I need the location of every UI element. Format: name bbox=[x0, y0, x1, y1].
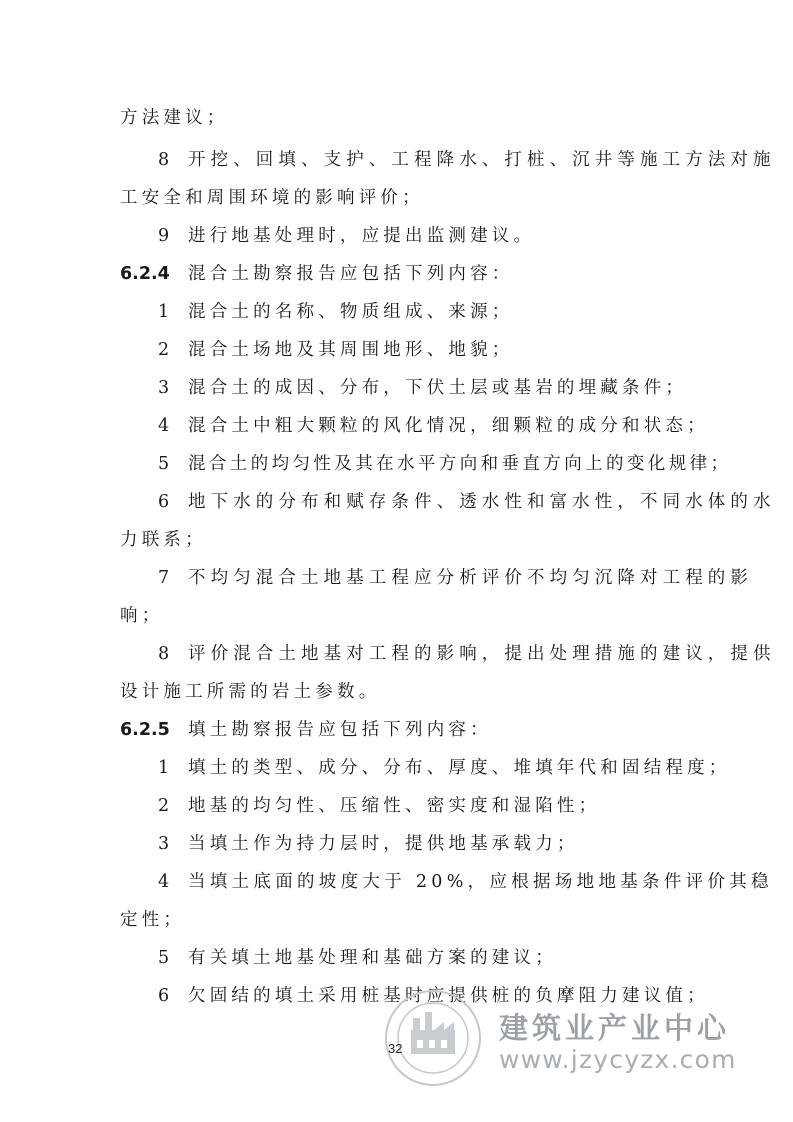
item-number: 8 bbox=[158, 644, 170, 664]
list-item bbox=[158, 756, 793, 780]
line-text: 当填土底面的坡度大于 20%，应根据场地地基条件评价其稳 bbox=[188, 872, 773, 892]
line-text: 混合土中粗大颗粒的风化情况，细颗粒的成分和状态； bbox=[188, 416, 709, 436]
section-heading bbox=[120, 718, 793, 742]
line-text: 混合土的均匀性及其在水平方向和垂直方向上的变化规律； bbox=[188, 454, 732, 474]
item-number: 6 bbox=[158, 492, 170, 512]
item-number: 6 bbox=[158, 986, 170, 1006]
item-number: 3 bbox=[158, 378, 170, 398]
line-text: 地下水的分布和赋存条件、透水性和富水性，不同水体的水 bbox=[188, 492, 776, 512]
list-item bbox=[158, 452, 793, 476]
list-item bbox=[158, 376, 793, 400]
line-text: 方法建议； bbox=[120, 108, 229, 128]
item-number: 8 bbox=[158, 150, 170, 170]
list-item bbox=[158, 300, 793, 324]
line-text: 混合土勘察报告应包括下列内容： bbox=[188, 264, 514, 284]
list-item bbox=[158, 148, 793, 172]
line-text: 欠固结的填土采用桩基时应提供桩的负摩阻力建议值； bbox=[188, 986, 709, 1006]
line-text: 工安全和周围环境的影响评价； bbox=[120, 188, 424, 208]
item-number: 4 bbox=[158, 872, 170, 892]
item-number: 2 bbox=[158, 340, 170, 360]
watermark-seal-icon bbox=[372, 988, 494, 1088]
item-number: 7 bbox=[158, 568, 170, 588]
item-number: 4 bbox=[158, 416, 170, 436]
line-text: 混合土的名称、物质组成、来源； bbox=[188, 302, 514, 322]
line-text: 有关填土地基处理和基础方案的建议； bbox=[188, 948, 557, 968]
item-number: 2 bbox=[158, 796, 170, 816]
line-text: 响； bbox=[120, 606, 164, 626]
item-number: 9 bbox=[158, 226, 170, 246]
list-item bbox=[158, 566, 793, 590]
list-item bbox=[158, 794, 793, 818]
list-item bbox=[158, 338, 793, 362]
item-number: 5 bbox=[158, 454, 170, 474]
list-item bbox=[158, 946, 793, 970]
text-line bbox=[120, 604, 793, 628]
line-text: 混合土场地及其周围地形、地貌； bbox=[188, 340, 514, 360]
section-number: 6.2.4 bbox=[120, 264, 170, 284]
text-line bbox=[120, 106, 793, 130]
line-text: 定性； bbox=[120, 910, 186, 930]
text-line bbox=[120, 528, 793, 552]
page-number: 32 bbox=[388, 1041, 403, 1056]
item-number: 5 bbox=[158, 948, 170, 968]
list-item bbox=[158, 414, 793, 438]
line-text: 设计施工所需的岩土参数。 bbox=[120, 682, 381, 702]
line-text: 当填土作为持力层时，提供地基承载力； bbox=[188, 834, 579, 854]
text-line bbox=[120, 908, 793, 932]
item-number: 1 bbox=[158, 758, 170, 778]
line-text: 评价混合土地基对工程的影响，提出处理措施的建议，提供 bbox=[188, 644, 776, 664]
list-item bbox=[158, 870, 793, 894]
line-text: 地基的均匀性、压缩性、密实度和湿陷性； bbox=[188, 796, 601, 816]
text-line bbox=[120, 186, 793, 210]
line-text: 力联系； bbox=[120, 530, 207, 550]
line-text: 填土勘察报告应包括下列内容： bbox=[188, 720, 492, 740]
item-number: 1 bbox=[158, 302, 170, 322]
list-item bbox=[158, 832, 793, 856]
watermark-url: www.jzycyzx.com bbox=[499, 1045, 737, 1074]
line-text: 填土的类型、成分、分布、厚度、堆填年代和固结程度； bbox=[188, 758, 731, 778]
line-text: 开挖、回填、支护、工程降水、打桩、沉井等施工方法对施 bbox=[188, 150, 776, 170]
list-item bbox=[158, 490, 793, 514]
line-text: 混合土的成因、分布，下伏土层或基岩的埋藏条件； bbox=[188, 378, 688, 398]
section-number: 6.2.5 bbox=[120, 720, 170, 740]
watermark-title: 建筑业产业中心 bbox=[499, 1011, 731, 1045]
line-text: 不均匀混合土地基工程应分析评价不均匀沉降对工程的影 bbox=[188, 568, 753, 588]
line-text: 进行地基处理时，应提出监测建议。 bbox=[188, 226, 536, 246]
text-line bbox=[120, 680, 793, 704]
section-heading bbox=[120, 262, 793, 286]
list-item bbox=[158, 224, 793, 248]
watermark bbox=[372, 988, 737, 1088]
list-item bbox=[158, 642, 793, 666]
item-number: 3 bbox=[158, 834, 170, 854]
